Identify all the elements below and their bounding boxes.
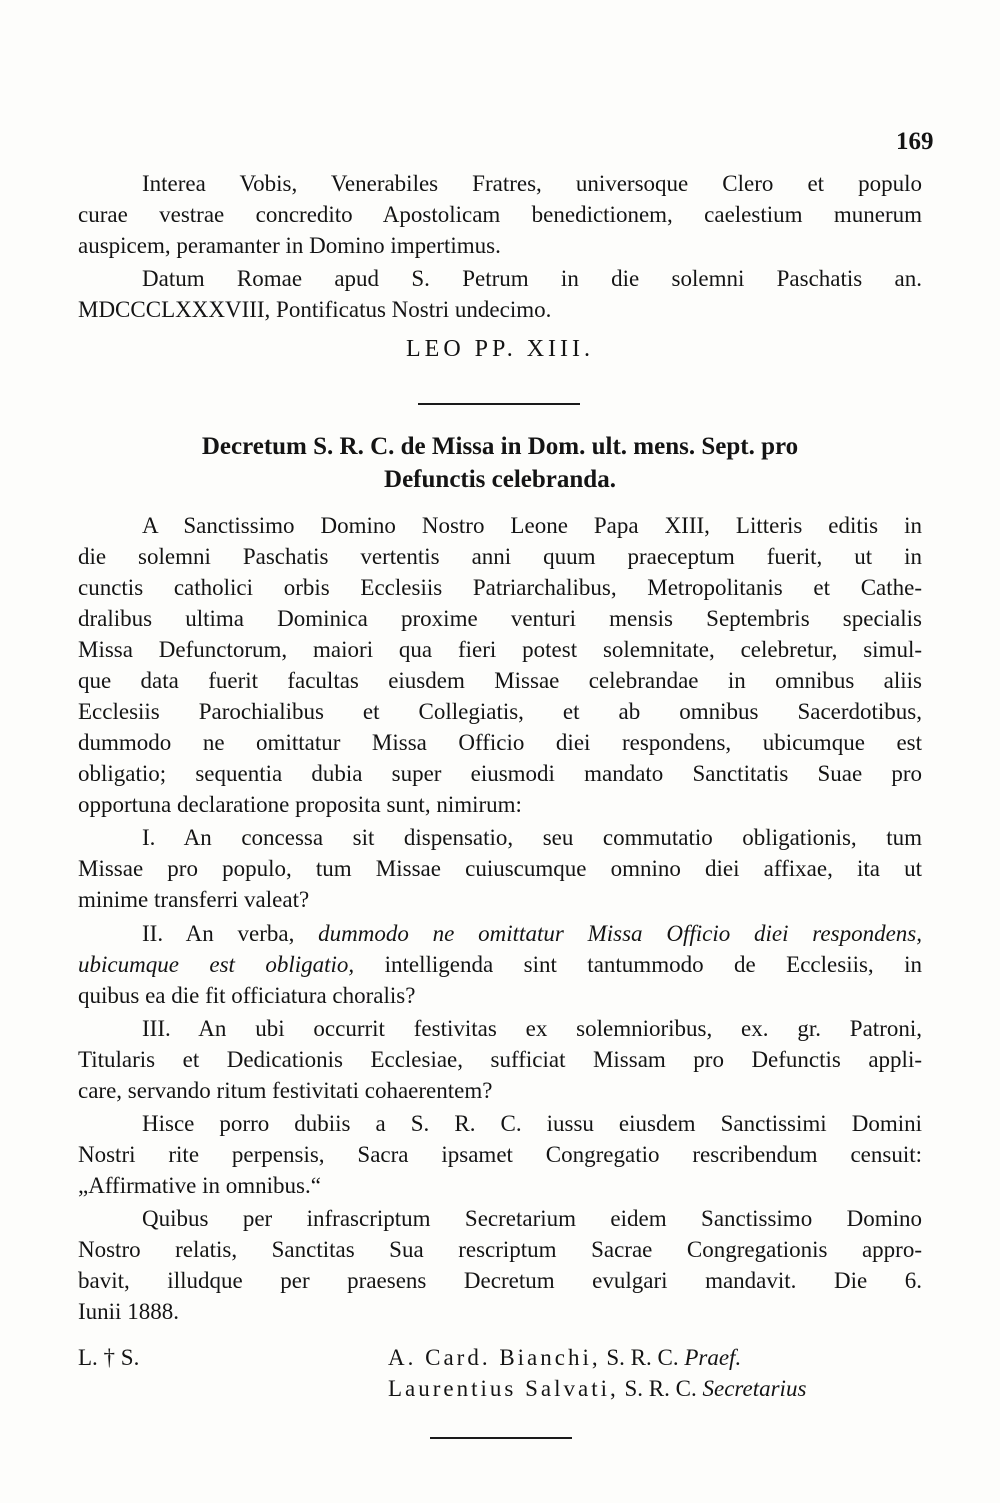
text-run: II. An verba,: [142, 921, 319, 946]
signatory-body: S. R. C.: [600, 1345, 685, 1370]
text-line: Interea Vobis, Venerabiles Fratres, universoque Clero et populo: [142, 171, 922, 196]
text-line: Hisce porro dubiis a S. R. C. iussu eiusdem Sanctissimi Domini: [142, 1111, 922, 1136]
italic-quote: ubicumque est obligatio,: [78, 952, 355, 977]
signatory-body: S. R. C.: [618, 1376, 703, 1401]
text-line: [78, 949, 922, 980]
text-line: opportuna declaratione proposita sunt, nimirum:: [78, 792, 522, 817]
text-line: Quibus per infrascriptum Secretarium eidem Sanctissimo Domino: [142, 1206, 922, 1231]
text-line: minime transferri valeat?: [78, 887, 310, 912]
text-line: dralibus ultima Dominica proxime venturi mensis Septembris specialis: [78, 606, 922, 631]
page-number: 169: [896, 128, 934, 155]
text-line: dummodo ne omittatur Missa Officio diei respondens, ubicumque est: [78, 730, 922, 755]
signatory-role: Secretarius: [702, 1376, 807, 1401]
text-run: intelligenda sint tantummodo de Ecclesiis, in: [354, 952, 922, 977]
text-line: die solemni Paschatis vertentis anni quum praeceptum fuerit, ut in: [78, 544, 922, 569]
text-line: „Affirmative in omnibus.“: [78, 1173, 321, 1198]
italic-quote: dummodo ne omittatur Missa Officio diei respondens,: [318, 921, 922, 946]
text-line: III. An ubi occurrit festivitas ex solemnioribus, ex. gr. Patroni,: [142, 1016, 922, 1041]
text-line: Datum Romae apud S. Petrum in die solemni Paschatis an.: [142, 266, 922, 291]
text-line: A Sanctissimo Domino Nostro Leone Papa XIII, Litteris editis in: [142, 513, 922, 538]
text-line: quibus ea die fit officiatura choralis?: [78, 983, 416, 1008]
text-line: Iunii 1888.: [78, 1299, 179, 1324]
text-line: MDCCCLXXXVIII, Pontificatus Nostri undecimo.: [78, 297, 552, 322]
decree-title: Decretum S. R. C. de Missa in Dom. ult. mens. Sept. pro: [201, 433, 799, 460]
text-line: Nostri rite perpensis, Sacra ipsamet Congregatio rescribendum censuit:: [78, 1142, 922, 1167]
text-line: care, servando ritum festivitati cohaerentem?: [78, 1078, 493, 1103]
text-line: Missae pro populo, tum Missae cuiuscumque omnino diei affixae, ita ut: [78, 856, 922, 881]
decree-title: Defunctis celebranda.: [384, 466, 616, 493]
text-line: curae vestrae concredito Apostolicam benedictionem, caelestium munerum: [78, 202, 922, 227]
seal-mark: L. † S.: [78, 1345, 140, 1370]
text-line: Titularis et Dedicationis Ecclesiae, sufficiat Missam pro Defunctis appli-: [78, 1047, 922, 1072]
text-line: [142, 918, 922, 949]
text-line: obligatio; sequentia dubia super eiusmodi mandato Sanctitatis Suae pro: [78, 761, 922, 786]
text-line: que data fuerit facultas eiusdem Missae celebrandae in omnibus aliis: [78, 668, 922, 693]
papal-signature: LEO PP. XIII.: [406, 336, 594, 362]
text-line: cunctis catholici orbis Ecclesiis Patriarchalibus, Metropolitanis et Cathe-: [78, 575, 922, 600]
signatory-prefect: [388, 1342, 741, 1373]
signatory-secretary: [388, 1373, 806, 1404]
signatory-name: A. Card. Bianchi,: [388, 1345, 601, 1370]
text-line: bavit, illudque per praesens Decretum evulgari mandavit. Die 6.: [78, 1268, 922, 1293]
section-divider: [418, 403, 580, 405]
text-line: Nostro relatis, Sanctitas Sua rescriptum Sacrae Congregationis appro-: [78, 1237, 922, 1262]
text-line: auspicem, peramanter in Domino impertimus.: [78, 233, 501, 258]
end-divider: [430, 1437, 572, 1439]
text-line: Ecclesiis Parochialibus et Collegiatis, et ab omnibus Sacerdotibus,: [78, 699, 922, 724]
text-line: Missa Defunctorum, maiori qua fieri potest solemnitate, celebretur, simul-: [78, 637, 922, 662]
text-line: I. An concessa sit dispensatio, seu commutatio obligationis, tum: [142, 825, 922, 850]
signatory-role: Praef.: [684, 1345, 742, 1370]
signatory-name: Laurentius Salvati,: [388, 1376, 619, 1401]
